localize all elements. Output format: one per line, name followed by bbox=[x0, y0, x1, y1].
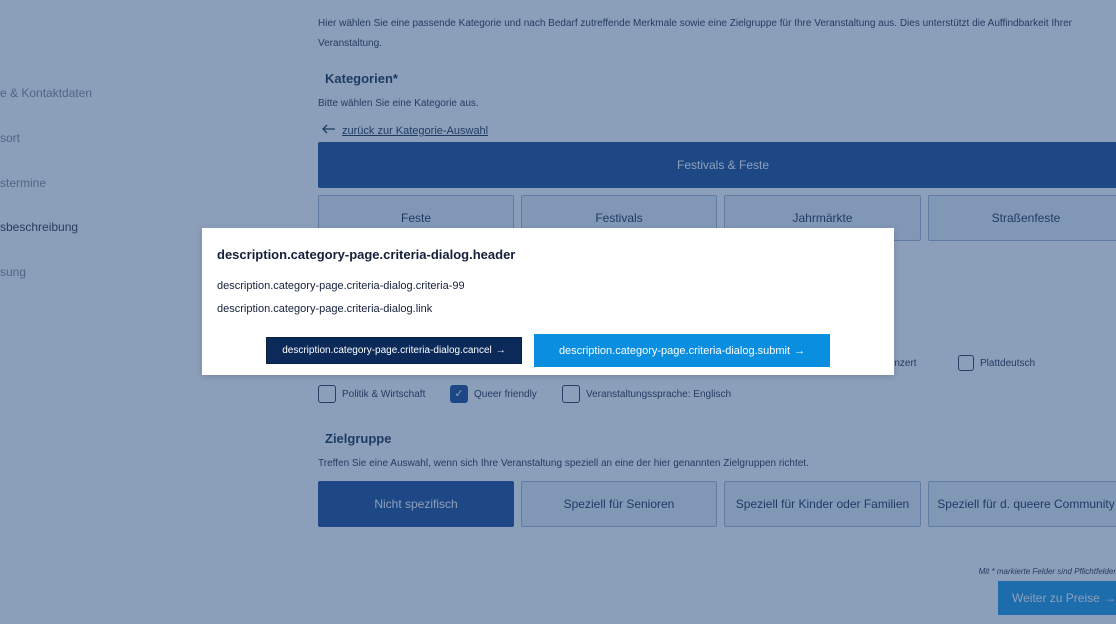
criteria-dialog bbox=[202, 228, 894, 375]
dialog-cancel-button[interactable] bbox=[266, 337, 522, 364]
arrow-right-icon: → bbox=[794, 344, 806, 357]
dialog-link-text: description.category-page.criteria-dialog.link bbox=[217, 303, 433, 315]
cancel-label: description.category-page.criteria-dialog.cancel bbox=[282, 345, 492, 356]
dialog-submit-button[interactable] bbox=[534, 334, 830, 367]
submit-label: description.category-page.criteria-dialog.submit bbox=[558, 344, 791, 357]
arrow-right-icon: → bbox=[495, 345, 506, 356]
dialog-header: description.category-page.criteria-dialog.header bbox=[217, 247, 516, 262]
dialog-criteria-text: description.category-page.criteria-dialog.criteria-99 bbox=[217, 280, 465, 292]
